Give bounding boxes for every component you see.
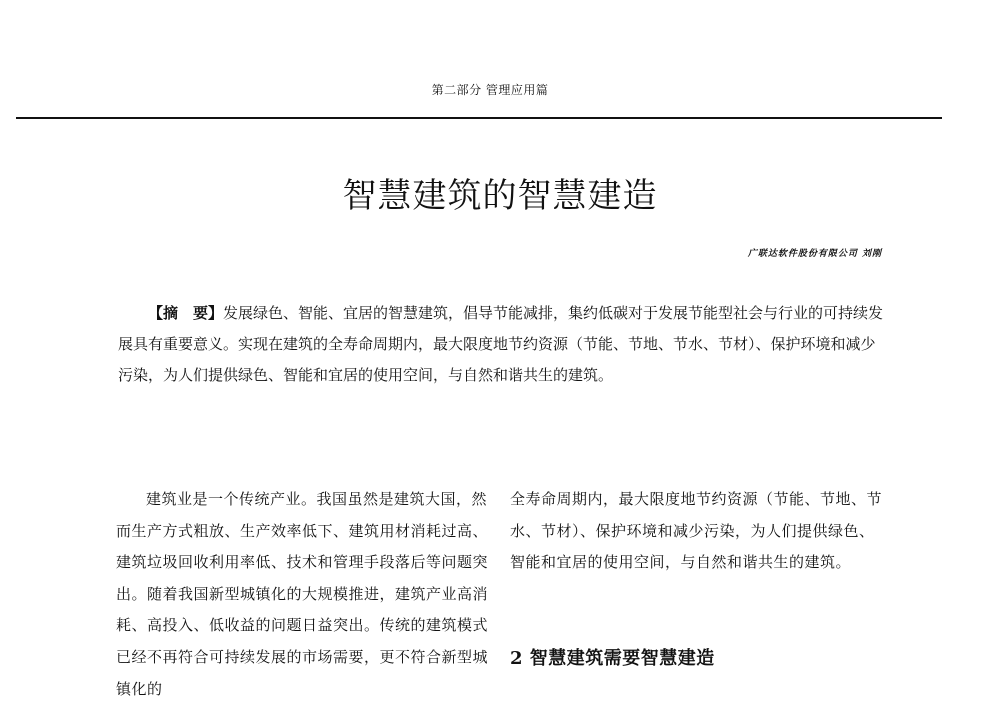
header-rule [16,117,942,119]
body-left-column: 建筑业是一个传统产业。我国虽然是建筑大国，然而生产方式粗放、生产效率低下、建筑用材消耗过高、建筑垃圾回收利用率低、技术和管理手段落后等问题突出。随着我国新型城镇化的大规模推进，建筑产业高消耗、高投入、低收益的问题日益突出。传统的建筑模式已经不再符合可持续发展的市场需要，更不符合新型城镇化的 [116,490,489,698]
abstract-label: 【摘 要】 [148,304,224,322]
body-right-column: 全寿命周期内，最大限度地节约资源（节能、节地、节水、节材）、保护环境和减少污染，为人们提供绿色、智能和宜居的使用空间，与自然和谐共生的建筑。 [510,490,883,572]
section-heading: 2 智慧建筑需要智慧建造 [510,648,715,669]
author-byline: 广联达软件股份有限公司 刘刚 [747,249,882,259]
abstract-text: 发展绿色、智能、宜居的智慧建筑，倡导节能减排，集约低碳对于发展节能型社会与行业的可持续发展具有重要意义。实现在建筑的全寿命周期内，最大限度地节约资源（节能、节地、节水、节材）、保护环境和减少污染，为人们提供绿色、智能和宜居的使用空间，与自然和谐共生的建筑。 [118,304,884,384]
running-header: 第二部分 管理应用篇 [431,83,549,97]
abstract [118,298,884,391]
article-title: 智慧建筑的智慧建造 [342,176,658,216]
